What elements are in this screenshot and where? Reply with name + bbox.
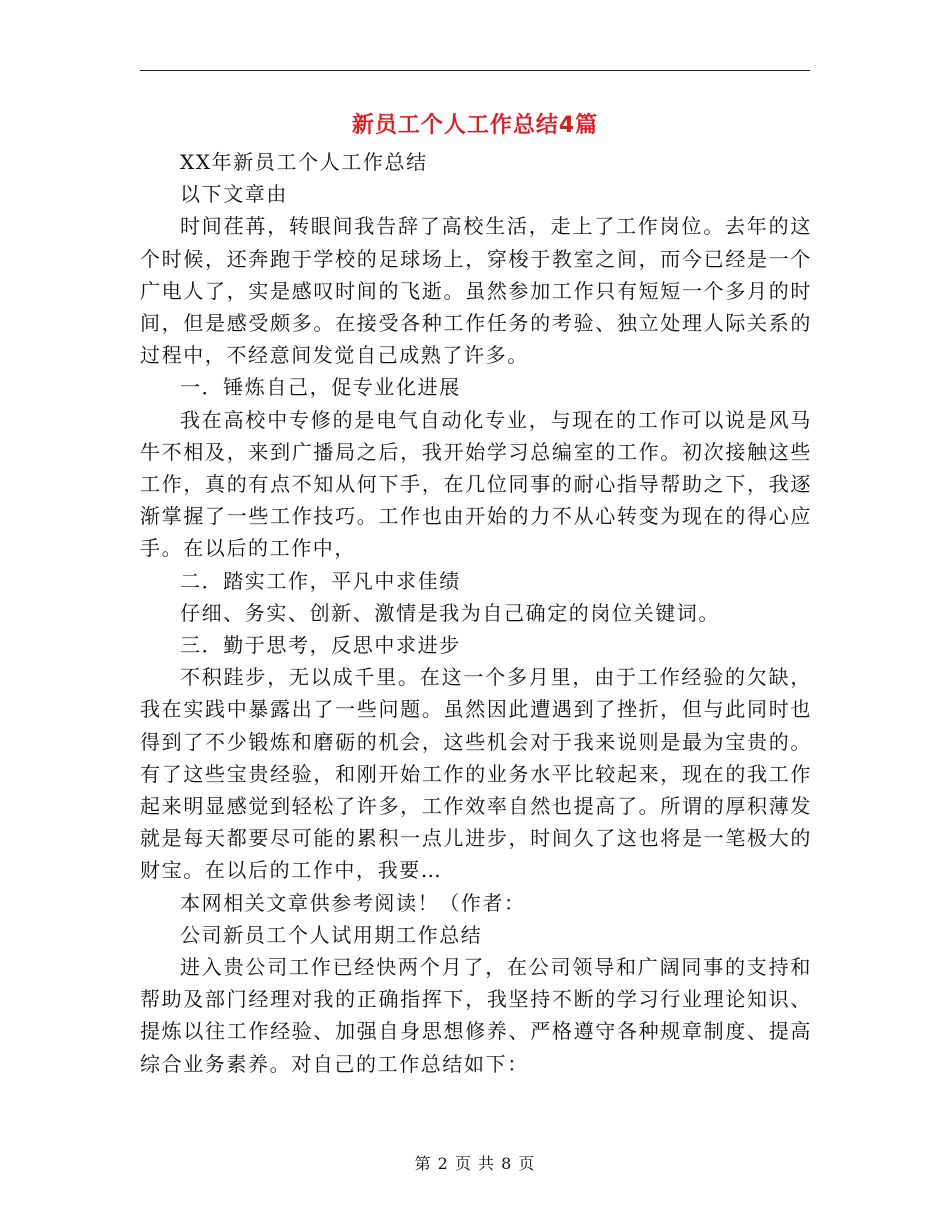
paragraph-heading-2: 公司新员工个人试用期工作总结 xyxy=(180,922,483,947)
document-body xyxy=(140,146,812,1080)
section-heading-1: 一．锤炼自己，促专业化进展 xyxy=(180,375,461,400)
paragraph-section-3: 不积跬步，无以成千里。在这一个多月里，由于工作经验的欠缺，我在实践中暴露出了一些问题。虽然因此遭遇到了挫折，但与此同时也得到了不少锻炼和磨砺的机会，这些机会对于我来说则是最为宝贵的。有了这些宝贵经验，和刚开始工作的业务水平比较起来，现在的我工作起来明显感觉到轻松了许多，工作效率自然也提高了。所谓的厚积薄发就是每天都要尽可能的累积一点儿进步，时间久了这也将是一笔极大的财宝。在以后的工作中，我要… xyxy=(140,665,812,883)
paragraph-section-2: 仔细、务实、创新、激情是我为自己确定的岗位关键词。 xyxy=(180,600,720,625)
document-title: 新员工个人工作总结4篇 xyxy=(351,113,599,138)
section-heading-2: 二．踏实工作，平凡中求佳绩 xyxy=(180,568,461,593)
page-footer xyxy=(0,1152,950,1176)
paragraph-probation: 进入贵公司工作已经快两个月了，在公司领导和广阔同事的支持和帮助及部门经理对我的正确指挥下，我坚持不断的学习行业理论知识、提炼以往工作经验、加强自身思想修养、严格遵守各种规章制度、提高综合业务素养。对自己的工作总结如下： xyxy=(140,955,812,1076)
paragraph-intro: 时间荏苒，转眼间我告辞了高校生活，走上了工作岗位。去年的这个时候，还奔跑于学校的足球场上，穿梭于教室之间，而今已经是一个广电人了，实是感叹时间的飞逝。虽然参加工作只有短短一个多月的时间，但是感受颇多。在接受各种工作任务的考验、独立处理人际关系的过程中，不经意间发觉自己成熟了许多。 xyxy=(140,214,812,368)
paragraph-section-1: 我在高校中专修的是电气自动化专业，与现在的工作可以说是风马牛不相及，来到广播局之后，我开始学习总编室的工作。初次接触这些工作，真的有点不知从何下手，在几位同事的耐心指导帮助之下，我逐渐掌握了一些工作技巧。工作也由开始的力不从心转变为现在的得心应手。在以后的工作中， xyxy=(140,407,812,561)
header-rule xyxy=(140,70,810,71)
paragraph-source: 以下文章由 xyxy=(180,182,288,207)
paragraph-reference: 本网相关文章供参考阅读！（作者： xyxy=(180,890,526,915)
page-number: 第 2 页 共 8 页 xyxy=(414,1154,536,1173)
paragraph-heading-1: XX年新员工个人工作总结 xyxy=(180,150,428,174)
section-heading-3: 三．勤于思考，反思中求进步 xyxy=(180,633,461,658)
